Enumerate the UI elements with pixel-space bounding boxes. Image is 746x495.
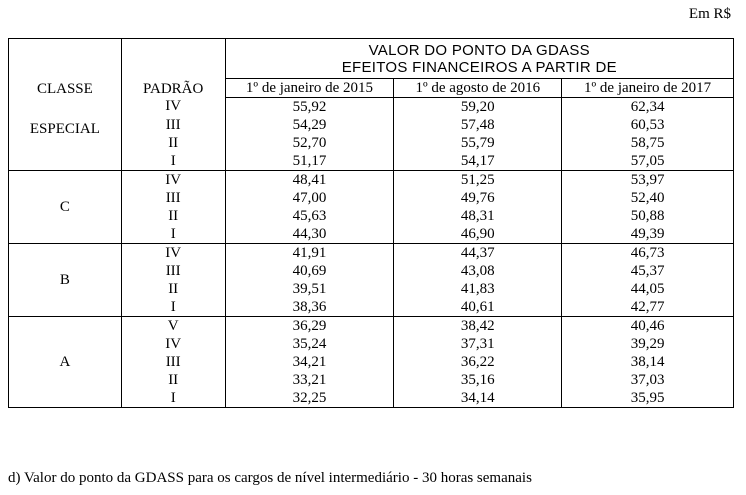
value-2015-cell: 35,24 xyxy=(225,335,394,353)
value-2016-cell: 51,25 xyxy=(394,171,562,190)
currency-unit-label: Em R$ xyxy=(688,6,731,22)
table-body xyxy=(9,98,734,408)
value-2017-cell: 58,75 xyxy=(562,134,734,152)
value-2017-cell: 53,97 xyxy=(562,171,734,190)
value-2016-cell: 40,61 xyxy=(394,298,562,317)
value-2015-cell: 39,51 xyxy=(225,280,394,298)
value-2017-cell: 42,77 xyxy=(562,298,734,317)
value-2017-cell: 35,95 xyxy=(562,389,734,408)
padrao-cell: III xyxy=(121,262,225,280)
value-2017-cell: 60,53 xyxy=(562,116,734,134)
value-2015-cell: 52,70 xyxy=(225,134,394,152)
value-2015-cell: 36,29 xyxy=(225,317,394,336)
padrao-cell: II xyxy=(121,134,225,152)
value-2016-cell: 57,48 xyxy=(394,116,562,134)
value-2015-cell: 48,41 xyxy=(225,171,394,190)
value-2016-cell: 44,37 xyxy=(394,244,562,263)
value-2017-cell: 49,39 xyxy=(562,225,734,244)
table-row xyxy=(9,244,734,263)
value-2017-cell: 45,37 xyxy=(562,262,734,280)
value-2015-cell: 38,36 xyxy=(225,298,394,317)
value-2017-cell: 38,14 xyxy=(562,353,734,371)
header-date-2015: 1º de janeiro de 2015 xyxy=(225,79,394,98)
table-row xyxy=(9,317,734,336)
value-2017-cell: 46,73 xyxy=(562,244,734,263)
value-2016-cell: 43,08 xyxy=(394,262,562,280)
padrao-cell: III xyxy=(121,353,225,371)
padrao-cell: II xyxy=(121,207,225,225)
padrao-cell: III xyxy=(121,116,225,134)
classe-cell: C xyxy=(9,171,122,244)
footnote: d) Valor do ponto da GDASS para os cargos de nível intermediário - 30 horas semanais xyxy=(8,470,532,486)
header-title-line2: EFEITOS FINANCEIROS A PARTIR DE xyxy=(341,59,617,76)
header-date-2016: 1º de agosto de 2016 xyxy=(394,79,562,98)
padrao-cell: I xyxy=(121,389,225,408)
padrao-cell: II xyxy=(121,371,225,389)
value-2015-cell: 33,21 xyxy=(225,371,394,389)
value-2015-cell: 40,69 xyxy=(225,262,394,280)
padrao-cell: IV xyxy=(121,98,225,117)
value-2016-cell: 37,31 xyxy=(394,335,562,353)
value-2016-cell: 54,17 xyxy=(394,152,562,171)
gdass-value-table xyxy=(8,38,734,408)
table-row xyxy=(9,171,734,190)
value-2016-cell: 34,14 xyxy=(394,389,562,408)
padrao-cell: III xyxy=(121,189,225,207)
header-title-line1: VALOR DO PONTO DA GDASS xyxy=(368,42,590,59)
value-2016-cell: 35,16 xyxy=(394,371,562,389)
value-2015-cell: 51,17 xyxy=(225,152,394,171)
value-2016-cell: 41,83 xyxy=(394,280,562,298)
value-2015-cell: 45,63 xyxy=(225,207,394,225)
classe-cell: B xyxy=(9,244,122,317)
value-2017-cell: 57,05 xyxy=(562,152,734,171)
padrao-cell: I xyxy=(121,152,225,171)
classe-cell: ESPECIAL xyxy=(9,98,122,171)
value-2017-cell: 62,34 xyxy=(562,98,734,117)
value-2016-cell: 38,42 xyxy=(394,317,562,336)
value-2017-cell: 40,46 xyxy=(562,317,734,336)
padrao-cell: I xyxy=(121,225,225,244)
value-2015-cell: 34,21 xyxy=(225,353,394,371)
value-2015-cell: 47,00 xyxy=(225,189,394,207)
value-2015-cell: 54,29 xyxy=(225,116,394,134)
value-2016-cell: 49,76 xyxy=(394,189,562,207)
value-2015-cell: 44,30 xyxy=(225,225,394,244)
value-2015-cell: 41,91 xyxy=(225,244,394,263)
padrao-cell: I xyxy=(121,298,225,317)
value-2016-cell: 59,20 xyxy=(394,98,562,117)
value-2017-cell: 50,88 xyxy=(562,207,734,225)
padrao-cell: II xyxy=(121,280,225,298)
value-2017-cell: 44,05 xyxy=(562,280,734,298)
table-header xyxy=(9,39,734,98)
value-2015-cell: 55,92 xyxy=(225,98,394,117)
header-padrao: PADRÃO xyxy=(121,39,225,98)
value-2017-cell: 37,03 xyxy=(562,371,734,389)
value-2016-cell: 55,79 xyxy=(394,134,562,152)
padrao-cell: IV xyxy=(121,244,225,263)
value-2017-cell: 39,29 xyxy=(562,335,734,353)
value-2016-cell: 48,31 xyxy=(394,207,562,225)
classe-cell: A xyxy=(9,317,122,408)
value-2016-cell: 36,22 xyxy=(394,353,562,371)
header-value-title xyxy=(225,39,733,79)
padrao-cell: IV xyxy=(121,171,225,190)
value-2015-cell: 32,25 xyxy=(225,389,394,408)
table-row xyxy=(9,98,734,117)
header-date-2017: 1º de janeiro de 2017 xyxy=(562,79,734,98)
padrao-cell: IV xyxy=(121,335,225,353)
value-2017-cell: 52,40 xyxy=(562,189,734,207)
padrao-cell: V xyxy=(121,317,225,336)
value-2016-cell: 46,90 xyxy=(394,225,562,244)
header-classe: CLASSE xyxy=(9,39,122,98)
